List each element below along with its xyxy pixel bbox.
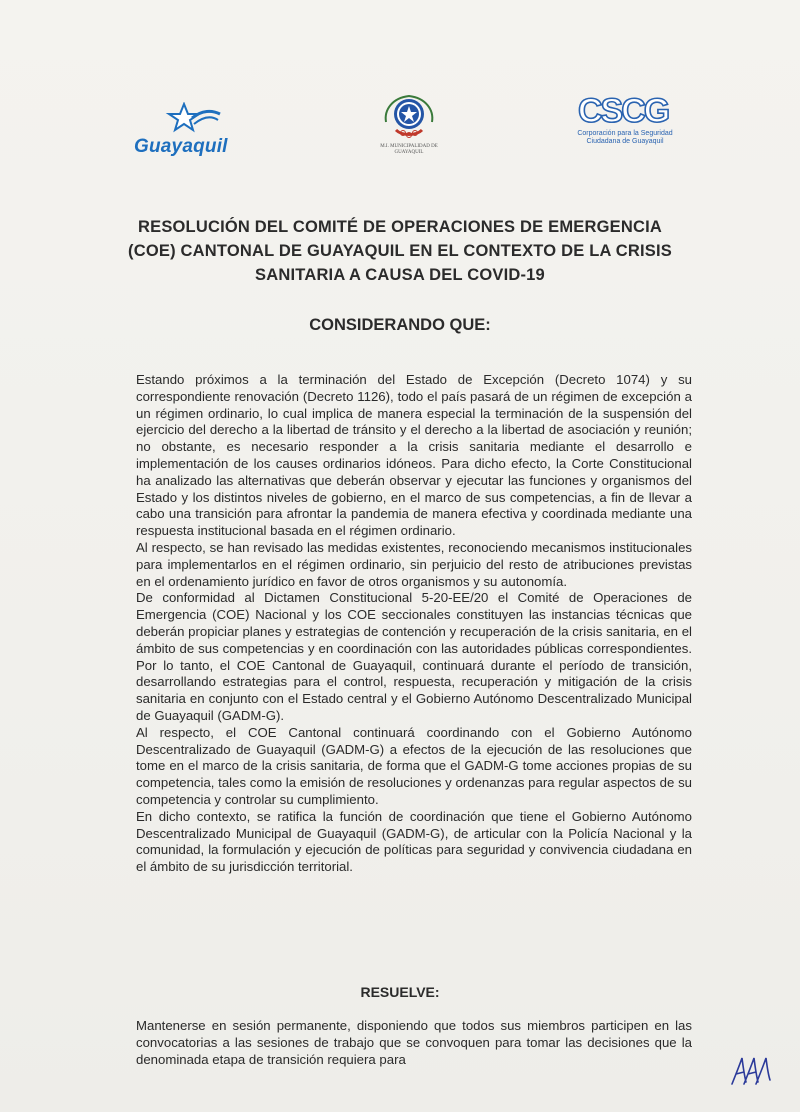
municipal-seal <box>376 92 442 160</box>
cscg-logo <box>566 92 686 156</box>
guayaquil-wordmark: Guayaquil <box>134 136 228 157</box>
cscg-subtitle-line-2: Ciudadana de Guayaquil <box>586 138 664 145</box>
title-line-2: (COE) CANTONAL DE GUAYAQUIL EN EL CONTEXTO DE LA CRISIS <box>128 242 672 260</box>
paragraph: En dicho contexto, se ratifica la función de coordinación que tiene el Gobierno Autónomo Descentralizado Municipal de Guayaquil (GADM-G), de articular con la Policía Nacional y la comunidad, la formulación y ejecución de políticas para seguridad y convivencia ciudadana en el ámbito de su jurisdicción territorial. <box>136 808 692 875</box>
seal-emblem-icon <box>376 92 442 144</box>
cscg-subtitle <box>566 130 684 146</box>
title-line-3: SANITARIA A CAUSA DEL COVID-19 <box>255 266 545 284</box>
paragraph: De conformidad al Dictamen Constitucional 5-20-EE/20 el Comité de Operaciones de Emergencia (COE) Nacional y los COE seccionales constituyen las instancias técnicas que deberán propiciar planes y estrategias de contención y recuperación de la crisis sanitaria, en el ámbito de sus competencias y en coordinación con las autoridades públicas correspondientes. Por lo tanto, el COE Cantonal de Guayaquil, continuará durante el período de transición, desarrollando estrategias para el control, respuesta, recuperación y mitigación de la crisis sanitaria en conjunto con el Estado central y el Gobierno Autónomo Descentralizado Municipal de Guayaquil (GADM-G). <box>136 590 692 723</box>
seal-caption: M.I. MUNICIPALIDAD DE GUAYAQUIL <box>380 144 438 155</box>
cscg-subtitle-line-1: Corporación para la Seguridad <box>577 130 673 137</box>
resuelve-heading: RESUELVE: <box>360 984 440 1000</box>
header-logos <box>0 92 800 162</box>
paragraph: Al respecto, se han revisado las medidas existentes, reconociendo mecanismos institucionales para implementarlos en el régimen ordinario, sin perjuicio del resto de atribuciones previstas en el ordenamiento jurídico en favor de otros organismos y su autonomía. <box>136 539 692 589</box>
title-line-1: RESOLUCIÓN DEL COMITÉ DE OPERACIONES DE EMERGENCIA <box>138 218 662 236</box>
signature-initials <box>728 1050 772 1090</box>
resuelve-body <box>136 1018 692 1068</box>
considerando-body <box>136 372 692 876</box>
cscg-mark: CSCG <box>578 92 669 130</box>
paragraph: Estando próximos a la terminación del Estado de Excepción (Decreto 1074) y su correspondiente renovación (Decreto 1126), todo el país pasará de un régimen de excepción a un régimen ordinario, lo cual implica de manera especial la terminación de la suspensión del ejercicio del derecho a la libertad de tránsito y el derecho a la libertad de asociación y reunión; no obstante, es necesario responder a la crisis sanitaria mediante el desarrollo e implementación de los causes ordinarios idóneos. Para dicho efecto, la Corte Constitucional ha analizado las alternativas que deberán observar y ejecutar las funciones y organismos del Estado y los distintos niveles de gobierno, en el marco de sus competencias, a fin de llevar a cabo una transición para afrontar la pandemia de manera efectiva y coordinada mediante una respuesta institucional basada en el régimen ordinario. <box>136 372 692 539</box>
paragraph: Mantenerse en sesión permanente, disponiendo que todos sus miembros participen en las convocatorias a las sesiones de trabajo que se convoquen para tomar las decisiones que la denominada etapa de transición requiera para <box>136 1018 692 1067</box>
document-title <box>100 215 700 287</box>
paragraph: Al respecto, el COE Cantonal continuará coordinando con el Gobierno Autónomo Descentralizado de Guayaquil (GADM-G) a efectos de la ejecución de las resoluciones que tome en el marco de la crisis sanitaria, de forma que el GADM-G tome acciones propias de su competencia, tales como la emisión de resoluciones y ordenanzas para regular aspectos de su competencia y controlar su cumplimiento. <box>136 724 692 807</box>
considerando-heading: CONSIDERANDO QUE: <box>309 316 491 334</box>
star-icon <box>162 102 222 134</box>
guayaquil-logo <box>134 102 244 162</box>
